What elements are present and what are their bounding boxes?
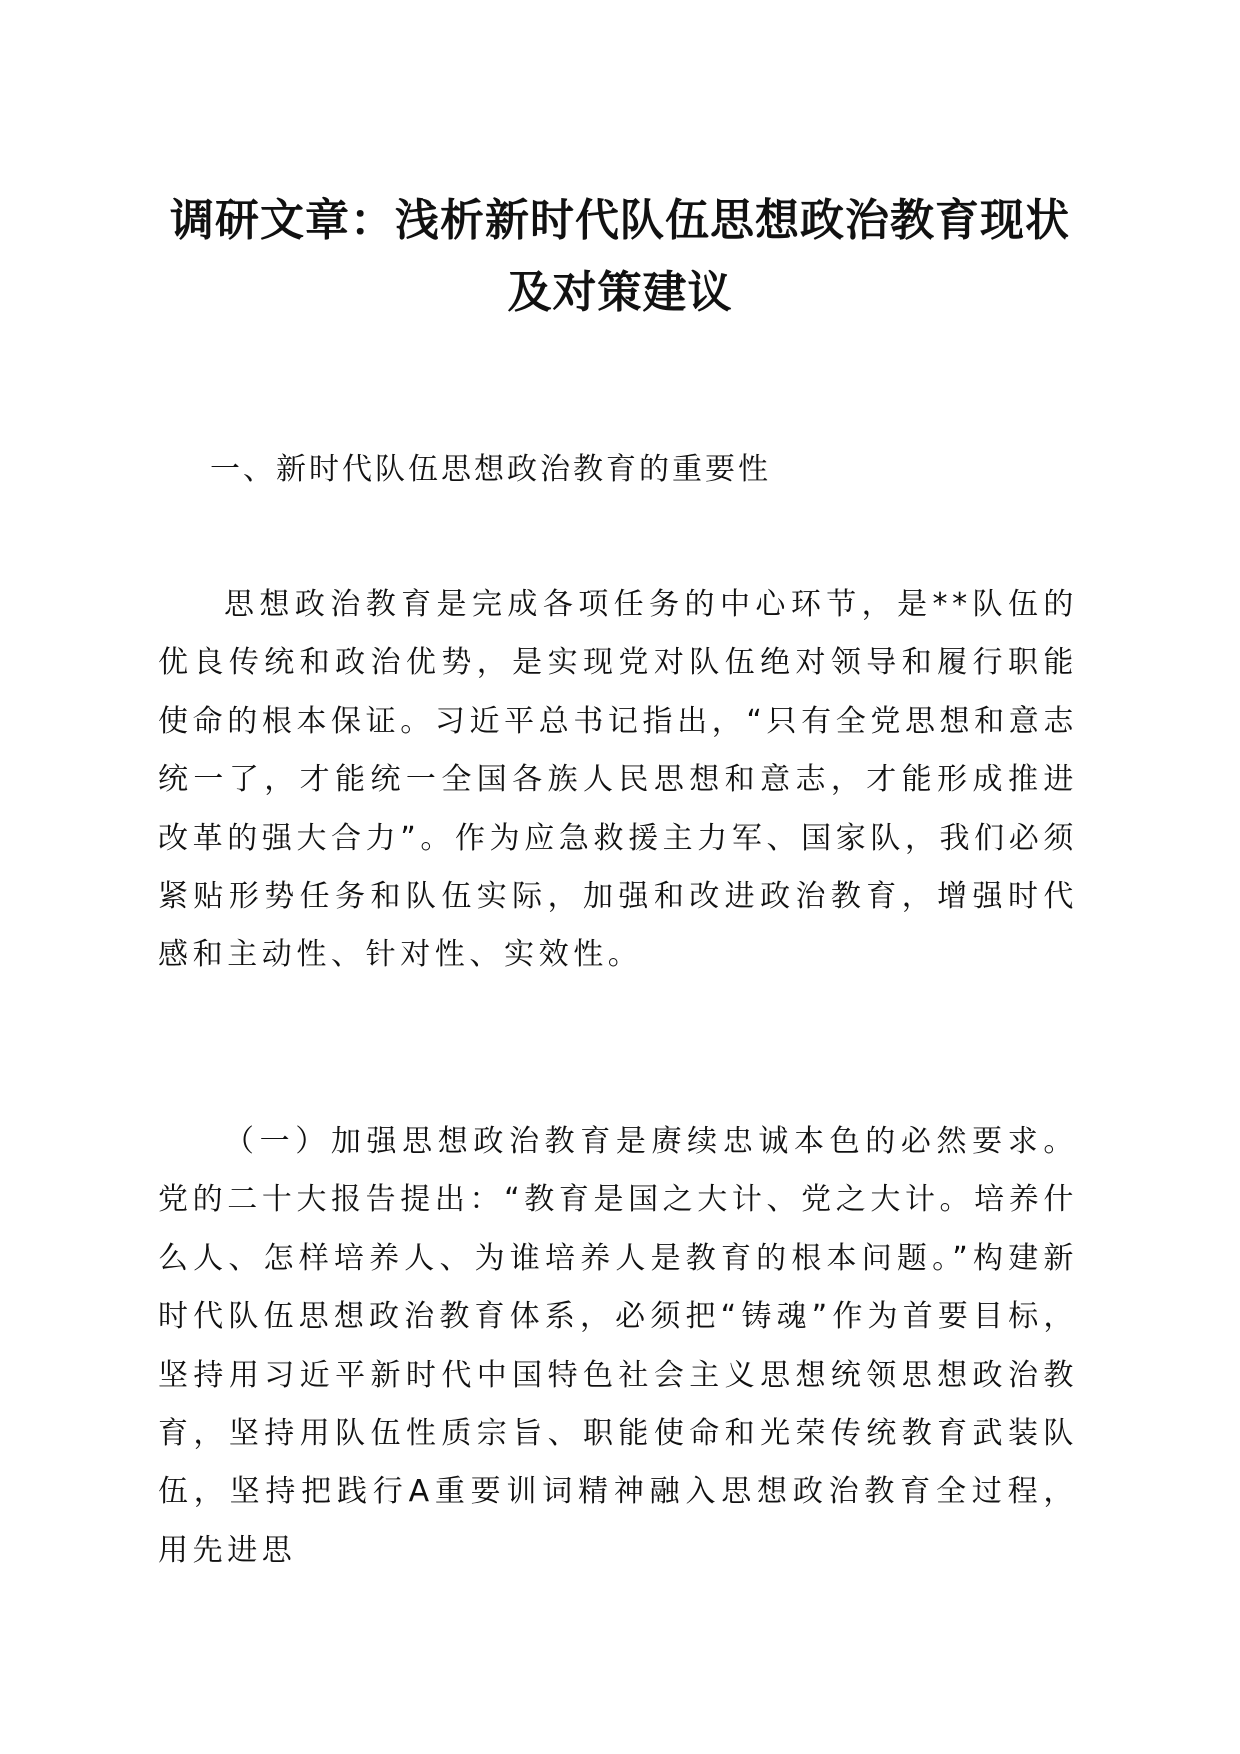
body-paragraph: （一）加强思想政治教育是赓续忠诚本色的必然要求。党的二十大报告提出：“教育是国之大计、党之大计。培养什么人、怎样培养人、为谁培养人是教育的根本问题。”构建新时代队伍思想政治教育体系，必须把“铸魂”作为首要目标，坚持用习近平新时代中国特色社会主义思想统领思想政治教育，坚持用队伍性质宗旨、职能使命和光荣传统教育武装队伍，坚持把践行A重要训词精神融入思想政治教育全过程，用先进思	[158, 1124, 1078, 1568]
document-title	[140, 185, 1100, 329]
title-line-2: 及对策建议	[507, 267, 733, 318]
section-heading: 一、新时代队伍思想政治教育的重要性	[210, 452, 771, 487]
title-line-1: 调研文章：浅析新时代队伍思想政治教育现状	[170, 195, 1070, 246]
body-paragraph: 思想政治教育是完成各项任务的中心环节，是**队伍的优良传统和政治优势，是实现党对队伍绝对领导和履行职能使命的根本保证。习近平总书记指出，“只有全党思想和意志统一了，才能统一全国各族人民思想和意志，才能形成推进改革的强大合力”。作为应急救援主力军、国家队，我们必须紧贴形势任务和队伍实际，加强和改进政治教育，增强时代感和主动性、针对性、实效性。	[158, 587, 1078, 973]
